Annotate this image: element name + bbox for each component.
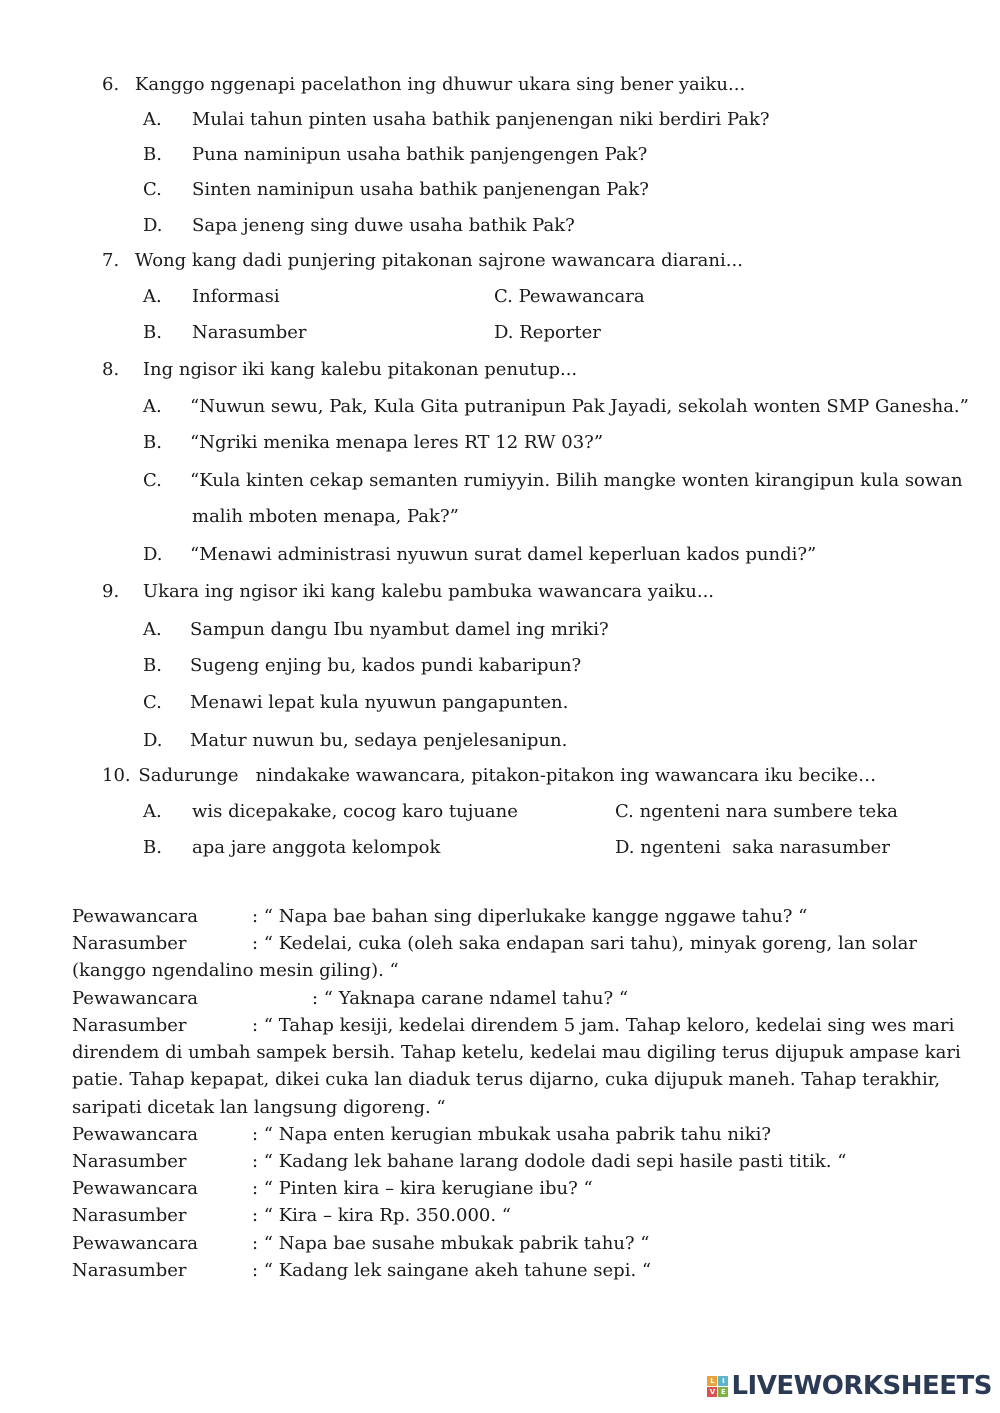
option-7a: A. Informasi [143, 286, 280, 307]
dialogue-line-10: Narasumber : “ Kadang lek bahane larang dodole dadi sepi hasile pasti titik. “ [72, 1151, 847, 1172]
dialogue-line-8: saripati dicetak lan langsung digoreng. “ [72, 1097, 446, 1118]
dialogue-line-11: Pewawancara : “ Pinten kira – kira kerugiane ibu? “ [72, 1178, 593, 1199]
dialogue-line-2: Narasumber : “ Kedelai, cuka (oleh saka endapan sari tahu), minyak goreng, lan solar [72, 933, 917, 954]
question-text: Wong kang dadi punjering pitakonan sajrone wawancara diarani... [134, 250, 743, 271]
dialogue-line-4: Pewawancara : “ Yaknapa carane ndamel tahu? “ [72, 988, 629, 1009]
dialogue-line-14: Narasumber : “ Kadang lek saingane akeh tahune sepi. “ [72, 1260, 652, 1281]
option-6c: C. Sinten naminipun usaha bathik panjenengan Pak? [143, 179, 649, 200]
option-6d: D. Sapa jeneng sing duwe usaha bathik Pak? [143, 215, 575, 236]
option-9d: D. Matur nuwun bu, sedaya penjelesanipun. [143, 730, 568, 751]
dialogue-line-7: patie. Tahap kepapat, dikei cuka lan diaduk terus dijarno, cuka dijupuk maneh. Tahap terakhir, [72, 1069, 941, 1090]
option-6a: A. Mulai tahun pinten usaha bathik panjenengan niki berdiri Pak? [143, 109, 770, 130]
question-number: 10. [102, 765, 131, 786]
question-number: 7. [102, 250, 120, 271]
dialogue-line-13: Pewawancara : “ Napa bae susahe mbukak pabrik tahu? “ [72, 1233, 650, 1254]
option-9a: A. Sampun dangu Ibu nyambut damel ing mriki? [143, 619, 609, 640]
dialogue-line-6: direndem di umbah sampek bersih. Tahap ketelu, kedelai mau digiling terus dijupuk ampase kari [72, 1042, 961, 1063]
option-7d: D. Reporter [494, 322, 601, 343]
option-10b: B. apa jare anggota kelompok [143, 837, 441, 858]
option-8d: D. “Menawi administrasi nyuwun surat damel keperluan kados pundi?” [143, 544, 817, 565]
dialogue-line-9: Pewawancara : “ Napa enten kerugian mbukak usaha pabrik tahu niki? [72, 1124, 772, 1145]
logo-text: LIVEWORKSHEETS [731, 1371, 992, 1401]
question-number: 8. [102, 359, 120, 380]
option-7b: B. Narasumber [143, 322, 307, 343]
question-text: Ukara ing ngisor iki kang kalebu pambuka wawancara yaiku... [142, 581, 715, 602]
option-10c: C. ngenteni nara sumbere teka [615, 801, 898, 822]
option-6b: B. Puna naminipun usaha bathik panjengengen Pak? [143, 144, 648, 165]
question-10 [102, 767, 876, 785]
question-7 [102, 252, 743, 270]
dialogue-line-5: Narasumber : “ Tahap kesiji, kedelai direndem 5 jam. Tahap keloro, kedelai sing wes mari [72, 1015, 955, 1036]
question-text: Ing ngisor iki kang kalebu pitakonan penutup... [142, 359, 578, 380]
question-number: 6. [102, 74, 120, 95]
option-8b: B. “Ngriki menika menapa leres RT 12 RW 03?” [143, 432, 604, 453]
question-9 [102, 583, 714, 601]
option-10a: A. wis dicepakake, cocog karo tujuane [143, 801, 518, 822]
dialogue-line-3: (kanggo ngendalino mesin giling). “ [72, 960, 399, 981]
question-text: Kanggo nggenapi pacelathon ing dhuwur ukara sing bener yaiku... [134, 74, 746, 95]
dialogue-line-1: Pewawancara : “ Napa bae bahan sing diperlukake kangge nggawe tahu? “ [72, 906, 808, 927]
liveworksheets-logo[interactable] [707, 1371, 992, 1401]
option-8a: A. “Nuwun sewu, Pak, Kula Gita putranipun Pak Jayadi, sekolah wonten SMP Ganesha.” [143, 396, 969, 417]
dialogue-line-12: Narasumber : “ Kira – kira Rp. 350.000. “ [72, 1205, 512, 1226]
question-text: Sadurunge nindakake wawancara, pitakon-pitakon ing wawancara iku becike… [138, 765, 877, 786]
option-9b: B. Sugeng enjing bu, kados pundi kabaripun? [143, 655, 582, 676]
question-8 [102, 361, 577, 379]
option-9c: C. Menawi lepat kula nyuwun pangapunten. [143, 692, 569, 713]
option-8c-cont: malih mboten menapa, Pak?” [192, 506, 459, 527]
logo-blocks-icon: L I V E [707, 1376, 728, 1397]
question-number: 9. [102, 581, 120, 602]
option-7c: C. Pewawancara [494, 286, 645, 307]
question-6 [102, 76, 745, 94]
option-8c: C. “Kula kinten cekap semanten rumiyyin. Bilih mangke wonten kirangipun kula sowan [143, 470, 963, 491]
option-10d: D. ngenteni saka narasumber [615, 837, 890, 858]
